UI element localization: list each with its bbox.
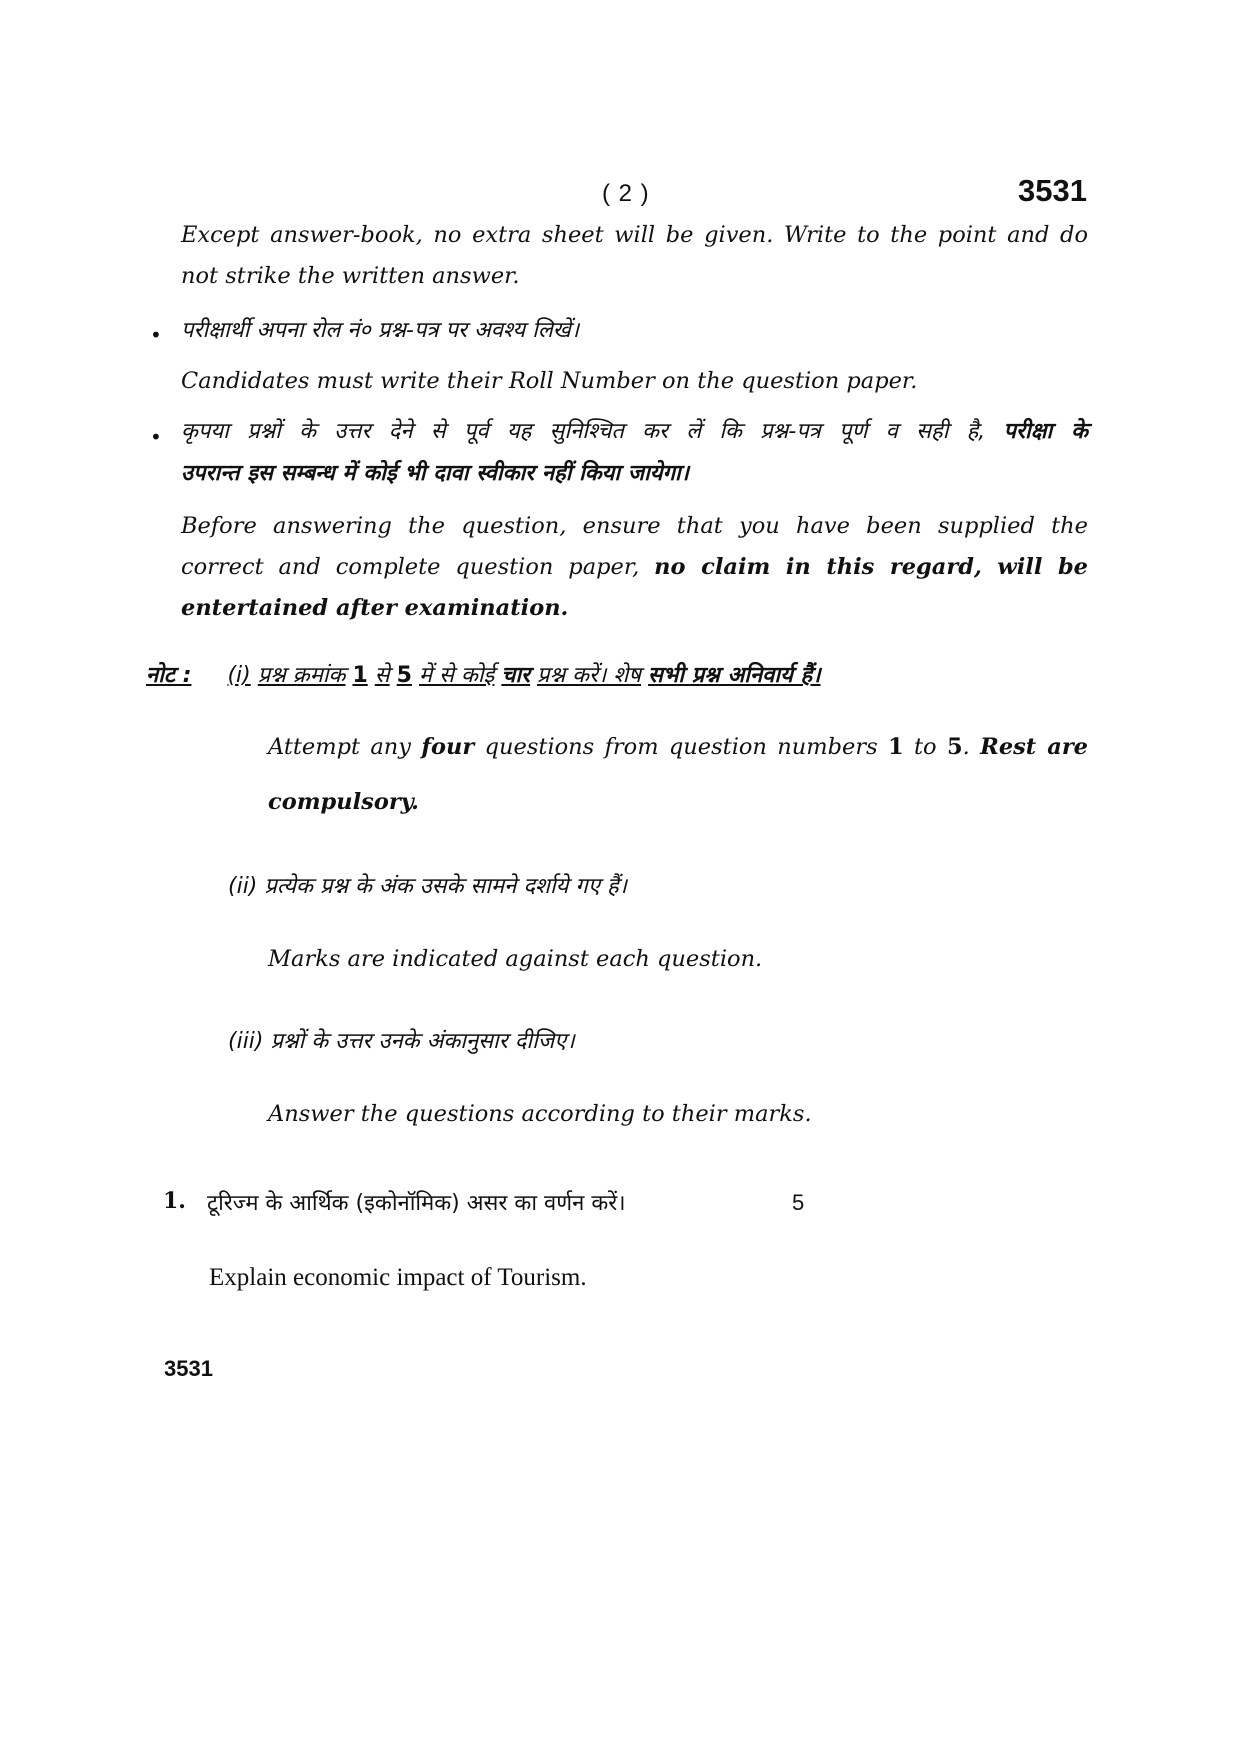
question-1-marks: 5: [792, 1190, 805, 1215]
question-1-number: 1.: [163, 1188, 186, 1214]
ensure-english-line-1: Before answering the question, ensure that you have been supplied the: [181, 513, 1088, 539]
note-3-hi: प्रश्नों के उत्तर उनके अंकानुसार दीजिए।: [270, 1029, 575, 1054]
ensure-english-plain: correct and complete question paper,: [181, 554, 640, 580]
note-1-hi-num2: 5: [396, 663, 412, 688]
note-marker-3: (iii): [228, 1029, 264, 1054]
extra-sheet-line-2: not strike the written answer.: [181, 263, 520, 289]
ensure-hindi-bold: परीक्षा के: [1003, 419, 1088, 444]
ensure-hindi-line-1: [181, 411, 1088, 453]
ensure-english-bold: no claim in this regard, will be: [654, 554, 1088, 580]
roll-number-hindi: परीक्षार्थी अपना रोल नं० प्रश्न-पत्र पर अवश्य लिखें।: [181, 318, 580, 343]
bullet-icon: •: [150, 323, 162, 347]
note-marker-1: (i): [227, 663, 251, 688]
ensure-english-line-2: [181, 547, 1088, 588]
extra-sheet-line-1: Except answer-book, no extra sheet will be given. Write to the point and do: [181, 222, 1088, 248]
note-1-hi-b: से: [374, 663, 390, 688]
question-1-english: Explain economic impact of Tourism.: [209, 1264, 587, 1291]
note-1-en-a: Attempt any: [268, 734, 412, 760]
ensure-hindi-line-2: उपरान्त इस सम्बन्ध में कोई भी दावा स्वीकार नहीं किया जायेगा।: [181, 461, 689, 486]
note-1-hi-a: प्रश्न क्रमांक: [257, 663, 346, 688]
note-1-hi-c: में से कोई: [418, 663, 495, 688]
note-1-en-bold1: four: [421, 734, 475, 760]
note-marker-2: (ii): [228, 874, 258, 899]
question-1-hindi: टूरिज्म के आर्थिक (इकोनॉमिक) असर का वर्णन करें।: [207, 1191, 626, 1216]
note-item-2-hindi: [228, 866, 627, 908]
note-1-hi-bold1: चार: [501, 663, 531, 688]
note-1-hi-num1: 1: [352, 663, 368, 688]
ensure-english-line-3: entertained after examination.: [181, 595, 569, 621]
note-label: नोट :: [146, 663, 192, 688]
bullet-icon: •: [150, 425, 162, 449]
note-item-3-english: Answer the questions according to their marks.: [268, 1101, 812, 1127]
note-1-hi-bold2: सभी प्रश्न अनिवार्य हैं।: [648, 663, 821, 688]
note-1-en-bold2: Rest are: [980, 734, 1088, 760]
page-number: ( 2 ): [602, 180, 650, 207]
note-1-hi-d: प्रश्न करें। शेष: [537, 663, 642, 688]
ensure-hindi-plain: कृपया प्रश्नों के उत्तर देने से पूर्व यह सुनिश्चित कर लें कि प्रश्न-पत्र पूर्ण व सही है,: [181, 419, 986, 444]
note-1-en-d: .: [962, 734, 970, 760]
note-item-1-english-line-2: compulsory.: [268, 789, 420, 815]
note-2-hi: प्रत्येक प्रश्न के अंक उसके सामने दर्शाये गए हैं।: [264, 874, 627, 899]
roll-number-english: Candidates must write their Roll Number on the question paper.: [181, 368, 918, 394]
note-1-en-num2: 5: [946, 734, 963, 760]
note-item-1-hindi: [146, 655, 821, 697]
note-item-3-hindi: [228, 1021, 575, 1063]
note-item-1-english-line-1: [268, 727, 1088, 768]
note-1-en-b: questions from question numbers: [484, 734, 878, 760]
note-item-2-english: Marks are indicated against each question.: [268, 946, 763, 972]
note-1-en-c: to: [914, 734, 937, 760]
paper-code-header: 3531: [1018, 173, 1087, 208]
paper-code-footer: 3531: [164, 1356, 213, 1381]
note-1-en-num1: 1: [887, 734, 904, 760]
